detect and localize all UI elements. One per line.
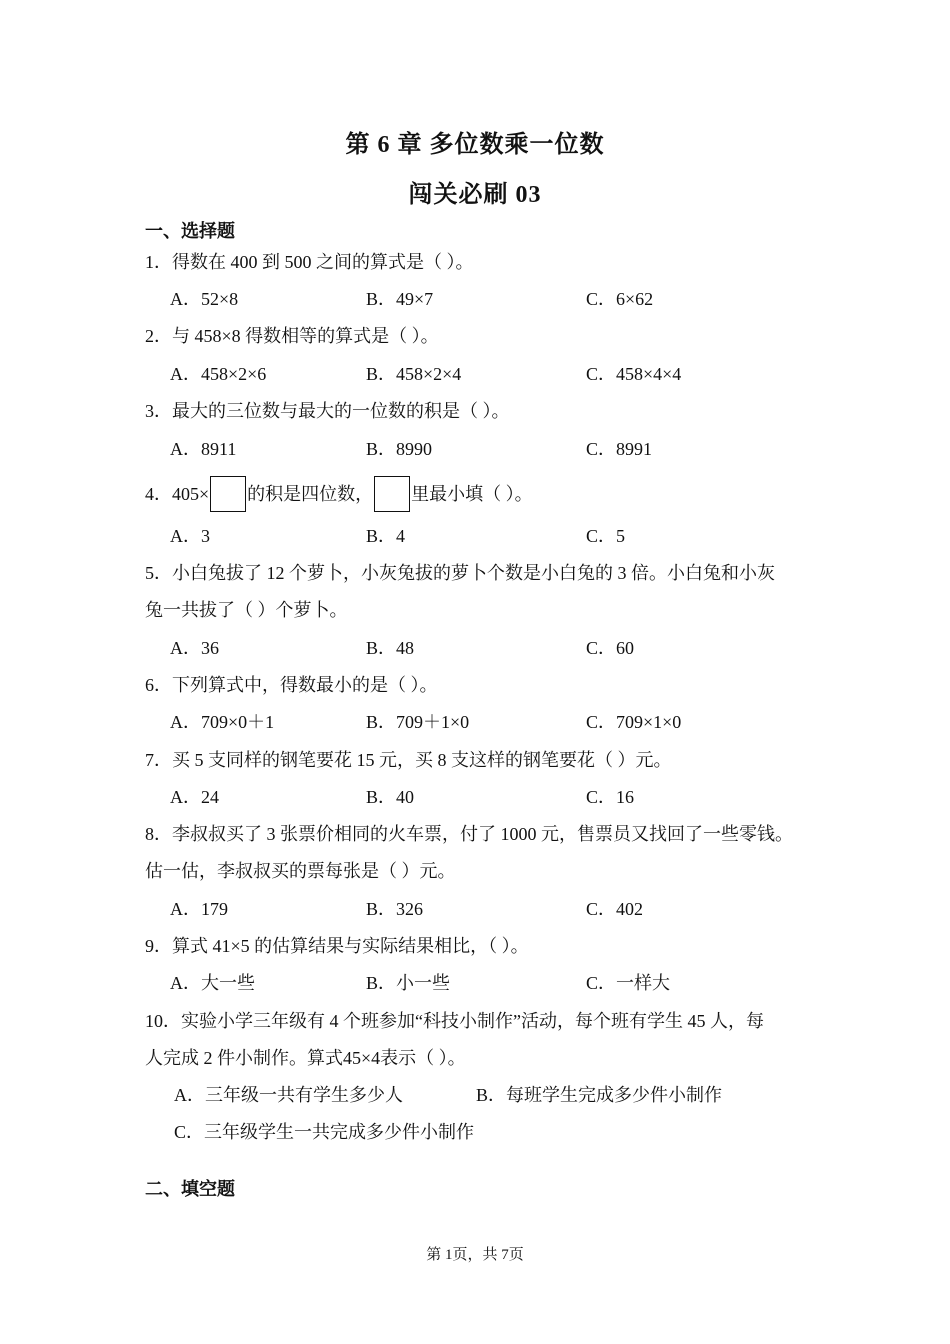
q4-option-c: C．5 — [586, 526, 626, 546]
question-8: 8．李叔叔买了 3 张票价相同的火车票，付了 1000 元，售票员又找回了一些零钱。 — [145, 824, 793, 844]
page-footer: 第 1页，共 7页 — [426, 1247, 524, 1263]
question-7: 7．买 5 支同样的钢笔要花 15 元，买 8 支这样的钢笔要花（ ）元。 — [145, 750, 672, 770]
q7-option-b: B．40 — [366, 787, 415, 807]
q4-text-c: 里最小填（ ）。 — [411, 484, 533, 505]
q5-option-c: C．60 — [586, 638, 635, 658]
q3-option-c: C．8991 — [586, 439, 653, 459]
question-8-cont: 估一估，李叔叔买的票每张是（ ）元。 — [145, 861, 456, 881]
q4-text-a: 4．405× — [145, 484, 210, 505]
q1-option-c: C．6×62 — [586, 289, 654, 309]
q8-option-a: A．179 — [170, 899, 228, 919]
q9-option-a: A．大一些 — [170, 973, 255, 993]
q9-option-b: B．小一些 — [366, 973, 451, 993]
q4-option-a: A．3 — [170, 526, 210, 546]
answer-box — [210, 476, 246, 512]
q2-option-b: B．458×2×4 — [366, 364, 462, 384]
q10-option-b: B．每班学生完成多少件小制作 — [476, 1085, 723, 1105]
question-4 — [145, 478, 533, 514]
q10-option-c: C．三年级学生一共完成多少件小制作 — [174, 1122, 475, 1142]
question-10: 10．实验小学三年级有 4 个班参加“科技小制作”活动，每个班有学生 45 人，每 — [145, 1011, 764, 1031]
q6-option-c: C．709×1×0 — [586, 712, 682, 732]
q6-option-a: A．709×0＋1 — [170, 712, 275, 732]
q9-option-c: C．一样大 — [586, 973, 671, 993]
q4-text-b: 的积是四位数， — [247, 484, 374, 505]
q1-option-b: B．49×7 — [366, 289, 434, 309]
q3-option-b: B．8990 — [366, 439, 433, 459]
question-10-cont: 人完成 2 件小制作。算式45×4表示（ ）。 — [145, 1048, 466, 1068]
q7-option-c: C．16 — [586, 787, 635, 807]
q6-option-b: B．709＋1×0 — [366, 712, 470, 732]
q5-option-a: A．36 — [170, 638, 219, 658]
chapter-title: 第 6 章 多位数乘一位数 — [345, 132, 605, 158]
q5-option-b: B．48 — [366, 638, 415, 658]
q2-option-c: C．458×4×4 — [586, 364, 682, 384]
question-5: 5．小白兔拔了 12 个萝卜，小灰兔拔的萝卜个数是小白兔的 3 倍。小白兔和小灰 — [145, 563, 775, 583]
question-2: 2．与 458×8 得数相等的算式是（ ）。 — [145, 326, 439, 346]
q3-option-a: A．8911 — [170, 439, 237, 459]
q4-option-b: B．4 — [366, 526, 406, 546]
question-9: 9．算式 41×5 的估算结果与实际结果相比，（ ）。 — [145, 936, 529, 956]
page-subtitle: 闯关必刷 03 — [408, 182, 542, 208]
q8-option-b: B．326 — [366, 899, 424, 919]
q2-option-a: A．458×2×6 — [170, 364, 267, 384]
q8-option-c: C．402 — [586, 899, 644, 919]
section-fill-heading: 二、填空题 — [145, 1179, 235, 1199]
question-3: 3．最大的三位数与最大的一位数的积是（ ）。 — [145, 401, 510, 421]
q1-option-a: A．52×8 — [170, 289, 239, 309]
section-choice-heading: 一、选择题 — [145, 221, 235, 241]
answer-box — [374, 476, 410, 512]
q10-option-a: A．三年级一共有学生多少人 — [174, 1085, 403, 1105]
q7-option-a: A．24 — [170, 787, 219, 807]
question-5-cont: 兔一共拔了（ ）个萝卜。 — [145, 600, 348, 620]
question-1: 1．得数在 400 到 500 之间的算式是（ ）。 — [145, 252, 474, 272]
question-6: 6．下列算式中，得数最小的是（ ）。 — [145, 675, 438, 695]
